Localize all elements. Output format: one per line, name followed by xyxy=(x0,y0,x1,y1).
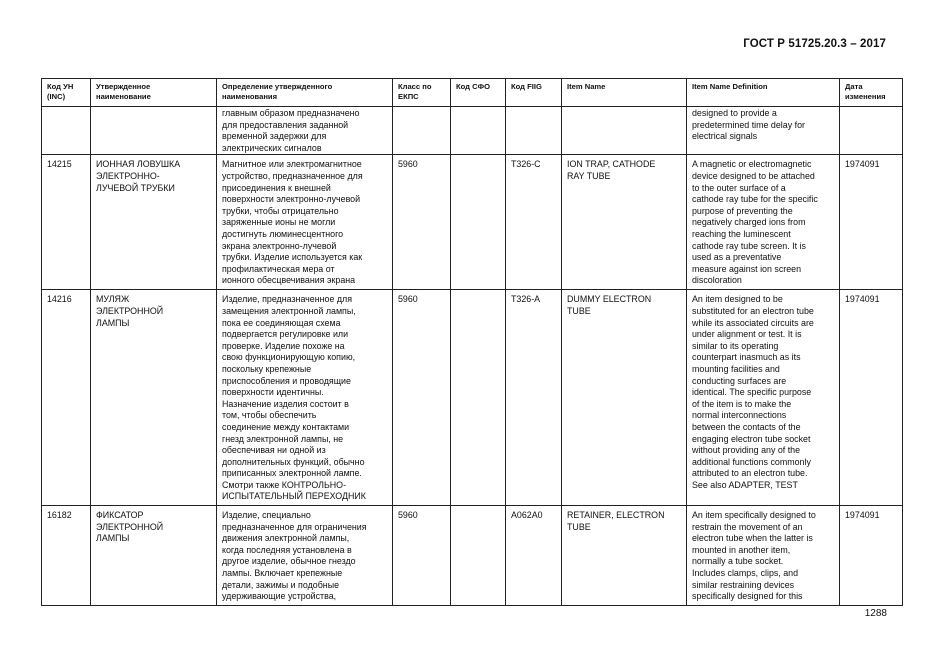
table-row-14216 xyxy=(42,290,903,506)
cell-sfo-code xyxy=(451,155,506,290)
cell-inc xyxy=(42,107,91,155)
column-header-item-name: Item Name xyxy=(562,79,687,107)
column-header-change-date: Дата изменения xyxy=(840,79,903,107)
column-header-fiig-code: Код FIIG xyxy=(506,79,562,107)
cell-change-date: 1974091 xyxy=(840,155,903,290)
cell-item-name: RETAINER, ELECTRON TUBE xyxy=(562,506,687,606)
cell-ekps-class xyxy=(393,107,451,155)
column-header-item-name-definition: Item Name Definition xyxy=(687,79,840,107)
cell-ekps-class: 5960 xyxy=(393,155,451,290)
cell-inc: 16182 xyxy=(42,506,91,606)
cell-approved-name xyxy=(91,107,217,155)
table-row-16182 xyxy=(42,506,903,606)
document-code: ГОСТ Р 51725.20.3 – 2017 xyxy=(743,38,886,50)
cell-item-name-definition: designed to provide a predetermined time delay for electrical signals xyxy=(687,107,840,155)
cell-ekps-class: 5960 xyxy=(393,290,451,506)
cell-change-date: 1974091 xyxy=(840,506,903,606)
classification-table xyxy=(41,78,903,606)
table-header-row xyxy=(42,79,903,107)
cell-definition: Изделие, предназначенное для замещения электронной лампы, пока ее соединяющая схема подвергается регулировке или проверке. Изделие похоже на свою функционирующую копию, поскольку крепежные приспособления и проводящие поверхности идентичны. Назначение изделия состоит в том, чтобы обеспечить соединение между контактами гнезд электронной лампы, не обеспечивая ни одной из дополнительных функций, обычно приписанных электронной лампе. Смотри также КОНТРОЛЬНО- ИСПЫТАТЕЛЬНЫЙ ПЕРЕХОДНИК xyxy=(217,290,393,506)
cell-change-date xyxy=(840,107,903,155)
table-row-continuation xyxy=(42,107,903,155)
cell-item-name xyxy=(562,107,687,155)
cell-item-name-definition: An item designed to be substituted for an electron tube while its associated circuits are under alignment or test. It is similar to its operating counterpart inasmuch as its mounting facilities and conducting surfaces are identical. The specific purpose of the item is to make the normal interconnections between the contacts of the engaging electron tube socket without providing any of the additional functions commonly attributed to an electron tube. See also ADAPTER, TEST xyxy=(687,290,840,506)
cell-definition: главным образом предназначено для предоставления заданной временной задержки для электрических сигналов xyxy=(217,107,393,155)
cell-fiig-code: T326-A xyxy=(506,290,562,506)
cell-approved-name: ИОННАЯ ЛОВУШКА ЭЛЕКТРОННО- ЛУЧЕВОЙ ТРУБКИ xyxy=(91,155,217,290)
cell-fiig-code: A062A0 xyxy=(506,506,562,606)
cell-sfo-code xyxy=(451,290,506,506)
column-header-sfo-code: Код СФО xyxy=(451,79,506,107)
cell-definition: Изделие, специально предназначенное для ограничения движения электронной лампы, когда последняя установлена в другое изделие, обычное гнездо лампы. Включает крепежные детали, зажимы и подобные удерживающие устройства, xyxy=(217,506,393,606)
cell-sfo-code xyxy=(451,506,506,606)
cell-definition: Магнитное или электромагнитное устройство, предназначенное для присоединения к внешней поверхности электронно-лучевой трубки, чтобы отрицательно заряженные ионы не могли достигнуть люминесцентного экрана электронно-лучевой трубки. Изделие используется как профилактическая мера от ионного обесцвечивания экрана xyxy=(217,155,393,290)
cell-change-date: 1974091 xyxy=(840,290,903,506)
cell-sfo-code xyxy=(451,107,506,155)
column-header-inc: Код УН (INC) xyxy=(42,79,91,107)
cell-fiig-code xyxy=(506,107,562,155)
cell-item-name-definition: A magnetic or electromagnetic device designed to be attached to the outer surface of a cathode ray tube for the specific purpose of preventing the negatively charged ions from reaching the luminescent cathode ray tube screen. It is used as a preventative measure against ion screen discoloration xyxy=(687,155,840,290)
cell-approved-name: МУЛЯЖ ЭЛЕКТРОННОЙ ЛАМПЫ xyxy=(91,290,217,506)
cell-item-name: DUMMY ELECTRON TUBE xyxy=(562,290,687,506)
cell-inc: 14216 xyxy=(42,290,91,506)
cell-fiig-code: T326-C xyxy=(506,155,562,290)
cell-ekps-class: 5960 xyxy=(393,506,451,606)
column-header-approved-name: Утвержденное наименование xyxy=(91,79,217,107)
cell-approved-name: ФИКСАТОР ЭЛЕКТРОННОЙ ЛАМПЫ xyxy=(91,506,217,606)
cell-item-name: ION TRAP, CATHODE RAY TUBE xyxy=(562,155,687,290)
cell-item-name-definition: An item specifically designed to restrain the movement of an electron tube when the latter is mounted in another item, normally a tube socket. Includes clamps, clips, and similar restraining devices specifically designed for this xyxy=(687,506,840,606)
cell-inc: 14215 xyxy=(42,155,91,290)
column-header-ekps-class: Класс по ЕКПС xyxy=(393,79,451,107)
table-row-14215 xyxy=(42,155,903,290)
page-number: 1288 xyxy=(864,608,887,619)
column-header-definition: Определение утвержденного наименования xyxy=(217,79,393,107)
